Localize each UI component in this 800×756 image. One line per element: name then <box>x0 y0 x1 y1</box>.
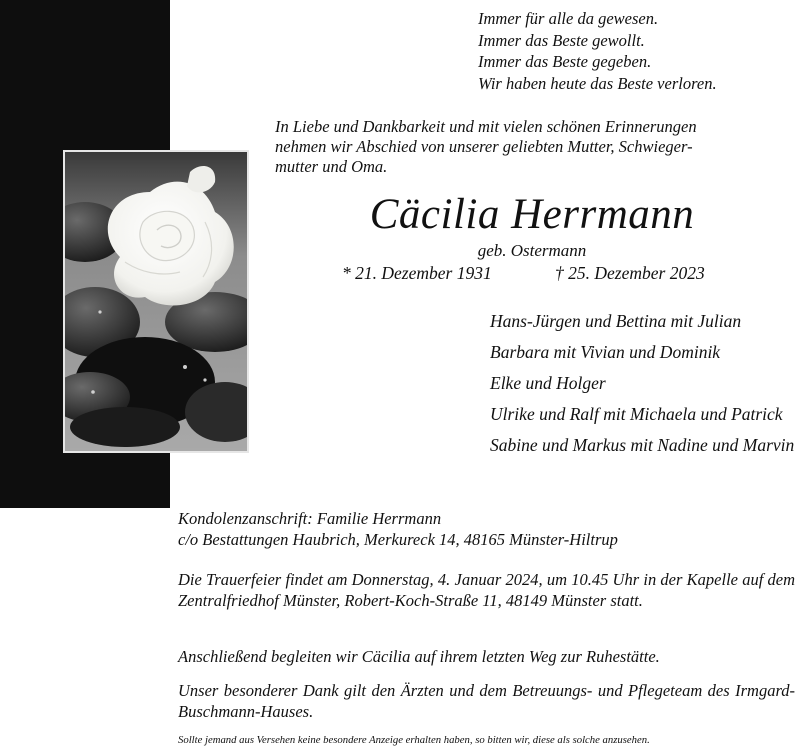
poem-line: Immer das Beste gewollt. <box>478 30 645 50</box>
gardenia-photo <box>63 150 249 453</box>
mourner-entry: Barbara mit Vivian und Dominik <box>490 342 721 362</box>
intro-line: mutter und Oma. <box>275 157 388 176</box>
funeral-announcement: Die Trauerfeier findet am Donnerstag, 4. Januar 2024, um 10.45 Uhr in der Kapelle auf dem Zentralfriedhof Münster, Robert-Koch-Straße 11, 48149 Münster statt. <box>178 570 795 610</box>
death-date: † 25. Dezember 2023 <box>555 263 705 283</box>
birth-date: * 21. Dezember 1931 <box>342 263 492 283</box>
mourners-list <box>490 309 795 464</box>
intro-line: In Liebe und Dankbarkeit und mit vielen schönen Erinnerungen <box>275 117 697 136</box>
poem-line: Immer für alle da gewesen. <box>478 9 659 28</box>
maiden-name: geb. Ostermann <box>477 241 587 260</box>
mourner-entry: Hans-Jürgen und Bettina mit Julian <box>490 311 742 331</box>
condolence-line: c/o Bestattungen Haubrich, Merkureck 14, 48165 Münster-Hiltrup <box>178 530 618 549</box>
thanks-note: Unser besonderer Dank gilt den Ärzten und dem Betreuungs- und Pflegeteam des Irmgard-Buschmann-Hauses. <box>178 681 795 721</box>
mourner-entry: Ulrike und Ralf mit Michaela und Patrick <box>490 404 783 424</box>
footnote: Sollte jemand aus Versehen keine besondere Anzeige erhalten haben, so bitten wir, diese als solche anzusehen. <box>178 734 650 746</box>
intro-text <box>275 117 797 177</box>
burial-note: Anschließend begleiten wir Cäcilia auf ihrem letzten Weg zur Ruhestätte. <box>178 647 660 666</box>
mourner-entry: Elke und Holger <box>490 373 606 393</box>
mourner-entry: Sabine und Markus mit Nadine und Marvin <box>490 435 795 455</box>
deceased-name: Cäcilia Herrmann <box>369 191 695 238</box>
condolence-line: Kondolenzanschrift: Familie Herrmann <box>178 509 442 528</box>
poem-line: Immer das Beste gegeben. <box>478 52 652 71</box>
poem-line: Wir haben heute das Beste verloren. <box>478 73 717 93</box>
condolence-address <box>178 508 738 550</box>
intro-line: nehmen wir Abschied von unserer geliebten Mutter, Schwieger- <box>275 137 693 156</box>
poem <box>478 8 798 94</box>
